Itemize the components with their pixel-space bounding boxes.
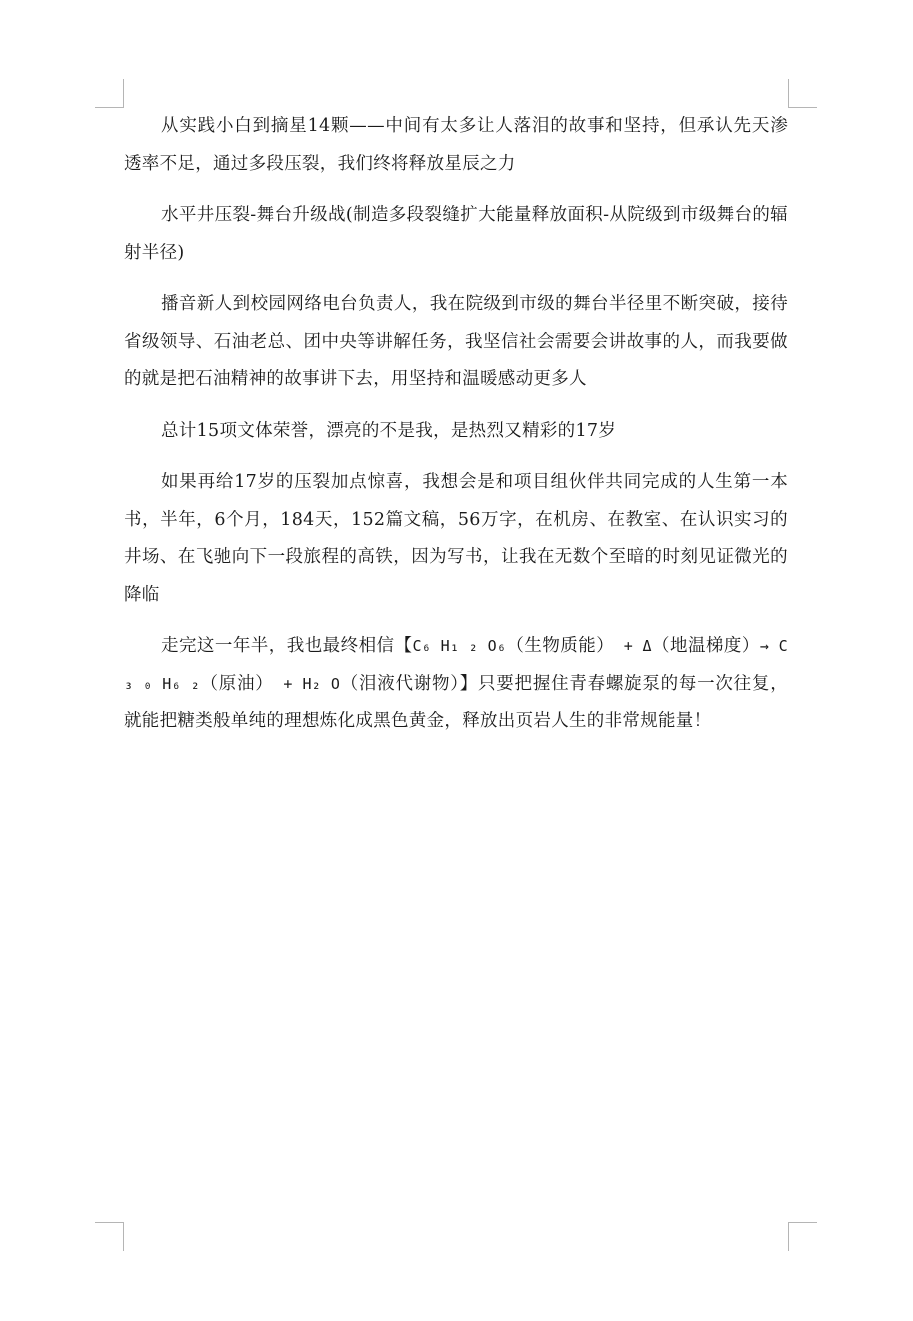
equation-intro: 走完这一年半，我也最终相信【	[161, 636, 413, 656]
reactant-glucose: C₆ H₁ ₂ O₆	[412, 637, 507, 655]
crop-mark-top-right	[788, 79, 817, 108]
crop-mark-bottom-left	[95, 1222, 124, 1251]
paragraph: 水平井压裂-舞台升级战(制造多段裂缝扩大能量释放面积-从院级到市级舞台的辐射半径)	[124, 205, 788, 263]
paragraph: 总计15项文体荣誉，漂亮的不是我，是热烈又精彩的17岁	[161, 420, 617, 441]
paragraph: 从实践小白到摘星14颗——中间有太多让人落泪的故事和坚持，但承认先天渗透率不足，通过多段压裂，我们终将释放星辰之力	[124, 116, 788, 174]
plus-sign: +	[614, 637, 643, 655]
reactant-delta: Δ	[642, 637, 652, 655]
reaction-arrow: →	[759, 637, 779, 655]
equation-outro: 】只要把握住青春螺旋泵的每一次往复，就能把糖类般单纯的理想炼化成黑色黄金，释放出页岩人生的非常规能量！	[124, 673, 788, 731]
document-body	[124, 108, 788, 755]
product-water: H₂ O	[302, 674, 341, 693]
crop-mark-bottom-right	[788, 1222, 817, 1251]
reactant-delta-label: （地温梯度）	[651, 636, 760, 656]
paragraph: 如果再给17岁的压裂加点惊喜，我想会是和项目组伙伴共同完成的人生第一本书，半年，6个月，184天，152篇文稿，56万字，在机房、在教室、在认识实习的井场、在飞驰向下一段旅程的高铁，因为写书，让我在无数个至暗的时刻见证微光的降临	[124, 472, 788, 605]
product-water-label: （泪液代谢物）	[340, 673, 460, 694]
paragraph-chemical-equation	[124, 628, 788, 741]
reactant-glucose-label: （生物质能）	[506, 636, 615, 656]
product-crude-oil: C₃ ₀ H₆ ₂	[124, 637, 788, 693]
crop-mark-top-left	[95, 79, 124, 108]
plus-sign: +	[273, 674, 303, 693]
paragraph: 播音新人到校园网络电台负责人，我在院级到市级的舞台半径里不断突破，接待省级领导、石油老总、团中央等讲解任务，我坚信社会需要会讲故事的人，而我要做的就是把石油精神的故事讲下去，用坚持和温暖感动更多人	[124, 294, 788, 389]
product-crude-oil-label: （原油）	[200, 673, 274, 694]
